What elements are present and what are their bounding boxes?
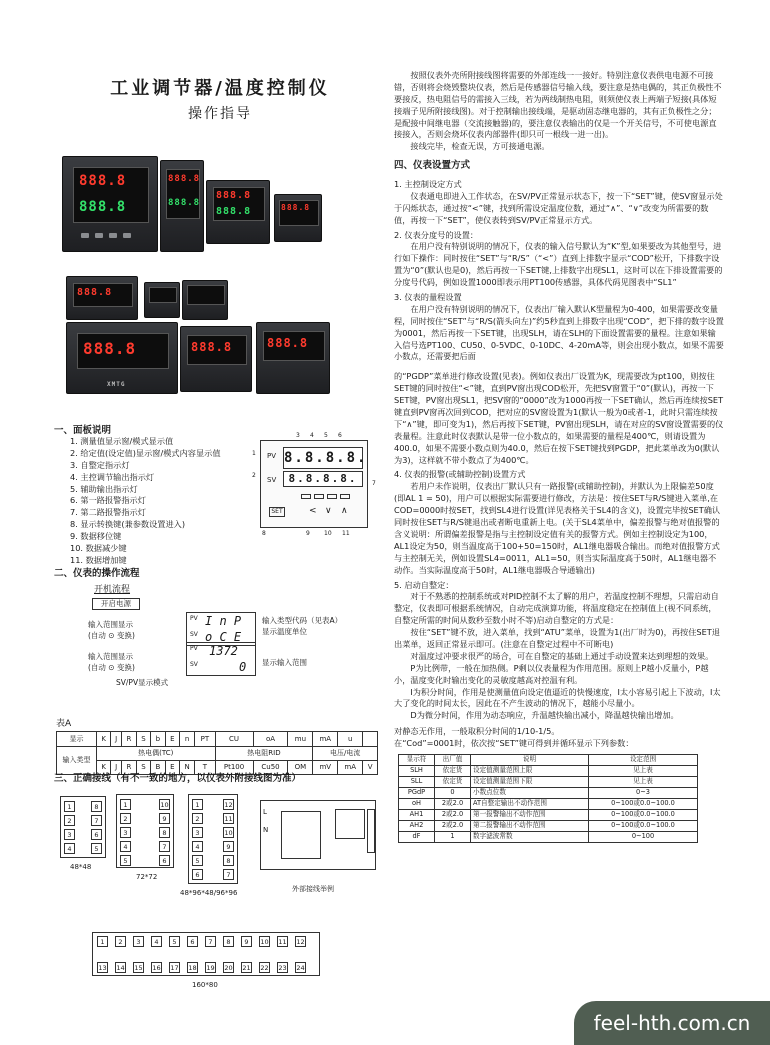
table-cell: 0~3	[589, 787, 698, 798]
table-row	[399, 820, 698, 831]
table-cell: mu	[288, 732, 313, 747]
table-cell: J	[111, 761, 122, 775]
table-cell: B	[151, 761, 166, 775]
table-cell: E	[165, 761, 179, 775]
table-cell: 0~100	[589, 831, 698, 842]
terminal: 2	[115, 936, 126, 947]
table-cell: b	[151, 732, 166, 747]
pv-display-diagram: 8.8.8.8.	[283, 447, 363, 469]
wiring-caption: 外部接线举例	[292, 885, 334, 893]
table-cell: n	[179, 732, 194, 747]
list-item: 8. 显示转换键(兼参数设置进入)	[70, 519, 186, 530]
paragraph: 在用户没有特别说明的情况下，仪表出厂输入默认K型量程为0-400，如果需要改变量程，同时按住“SET”与“R/S(箭头向左)”约5秒直到上排数字出现“COD”，把下排的数字设置为0001，然后再按一下SET键，出现SLH，请在SLH的下面设置需要的量程。注意如果输入信号选PT100、CU50、0-5VDC、0-10DC、4-20mA等，则会出现小数点，如果不需要小数点，还需要把后面	[394, 303, 724, 362]
terminal: 19	[206, 964, 215, 972]
paragraph: D为微分时间，作用为动态响应，升温越快输出减小，降温越快输出增加。	[410, 710, 679, 721]
controller-photo-large: 888.8 XMTG	[66, 322, 178, 394]
table-header: 出厂值	[435, 754, 471, 765]
paragraph: 对于不熟悉的控制系统或对PID控制不太了解的用户，若温度控制不理想，只需启动自整定，仪表即可根据系统情况，自动完成演算功能，将温度稳定在控制值上(视不同系统，自整定所需的时间从数秒至数小时不等)启动自整定的方式是：	[394, 591, 719, 626]
document-title: 工业调节器/温度控制仪	[110, 78, 330, 99]
section-panel-heading: 一、面板说明	[54, 425, 112, 436]
sv-display-photo: 888.8	[216, 206, 252, 217]
table-cell: 2或2.0	[435, 798, 471, 809]
terminal: 9	[241, 936, 252, 947]
panel-description-list	[70, 436, 260, 567]
controller-photo-large: 888.8	[256, 322, 330, 394]
table-cell: 设定值测量范围下限	[471, 776, 589, 787]
terminal: 20	[224, 964, 233, 972]
flow-step1-note: 输入类型代码（见表A） 显示温度单位	[262, 616, 343, 636]
sv-display-diagram: 8.8.8.8.	[283, 471, 363, 487]
terminal: 7	[205, 936, 216, 947]
table-cell: 见上表	[589, 776, 698, 787]
table-row	[399, 787, 698, 798]
table-cell: 第一报警输出不动作范围	[471, 809, 589, 820]
controller-photo-horizontal: 888.8	[66, 276, 138, 320]
table-group-header: 电压/电流	[313, 747, 378, 761]
indicator-lamps	[301, 491, 350, 503]
controller-photo-96x96	[62, 156, 158, 252]
panel-diagram	[260, 440, 368, 528]
controller-photo-large: 888.8	[180, 326, 252, 392]
terminal: 1	[97, 936, 108, 947]
terminal: 17	[170, 964, 179, 972]
wiring-caption: 48*96*48/96*96	[180, 889, 238, 897]
step2-pv-value: 1372	[209, 644, 238, 658]
table-cell: Cu50	[253, 761, 288, 775]
terminal: 21	[242, 964, 251, 972]
terminal: 11	[278, 938, 287, 946]
terminal: 16	[152, 964, 161, 972]
terminal: 22	[260, 964, 269, 972]
table-cell: 见上表	[589, 765, 698, 776]
table-cell: mV	[313, 761, 338, 775]
pv-display-photo: 888.8	[281, 203, 311, 212]
terminal: 8	[223, 936, 234, 947]
wiring-check-note: 接线完毕，检查无误，方可接通电源。	[410, 141, 550, 152]
shift-key: <	[309, 506, 317, 516]
table-a-title: 表A	[56, 719, 72, 729]
controller-photo-small	[144, 282, 180, 318]
table-cell: AH2	[399, 820, 435, 831]
paragraph: 在“Cod”=0001时，依次按“SET”键可得到并循环显示下列参数：	[394, 738, 634, 749]
list-item: 5. 辅助输出指示灯	[70, 483, 138, 494]
terminal: 24	[296, 964, 305, 972]
table-cell: 1	[435, 831, 471, 842]
table-cell: OM	[288, 761, 313, 775]
table-cell: S	[136, 732, 150, 747]
pv-display-photo: 888.8	[79, 173, 127, 189]
flow-step1-display: PV I n P SV o C E	[186, 612, 256, 646]
table-header: 设定范围	[589, 754, 698, 765]
sub-heading: 1. 主控制设定方式	[394, 179, 462, 189]
table-cell: 0~100或0.0~100.0	[589, 820, 698, 831]
table-a	[56, 731, 378, 775]
document-subtitle: 操作指导	[188, 106, 252, 122]
table-cell: V	[363, 761, 378, 775]
table-cell: R	[122, 761, 137, 775]
table-a-display-label: 显示	[57, 732, 97, 747]
table-cell: 小数点位数	[471, 787, 589, 798]
terminal: 13	[98, 964, 107, 972]
terminal: 12	[296, 938, 305, 946]
step1-sv-value: o C E	[205, 630, 242, 644]
controller-photo-48x48	[274, 194, 322, 242]
terminal: 14	[116, 964, 125, 972]
table-header: 说明	[471, 754, 589, 765]
step1-pv-value: I n P	[205, 614, 242, 628]
table-cell: 2或2.0	[435, 820, 471, 831]
paragraph: 在用户没有特别说明的情况下，仪表的输入信号默认为“K”型,如果要改为其他型号，进行如下操作：同时按住“SET”与“R/S”（“<”）直到上排数字显示“COD”松开，下排数字设置为“0”(默认也是0)，然后再按一下SET键,上排数字出现SL1，这时可以在下排设置需要的分度号代码，例如设置1000即表示用PT100传感器，具体代码见图表中“SL1”	[394, 241, 723, 288]
table-cell: 0~100或0.0~100.0	[589, 798, 698, 809]
flow-step1-label: 输入范围显示 (自动 ⊙ 变换)	[88, 620, 135, 640]
table-cell: 数字滤波常数	[471, 831, 589, 842]
pv-display-photo: 888.8	[216, 190, 252, 201]
table-cell: 0~100或0.0~100.0	[589, 809, 698, 820]
table-cell: oH	[399, 798, 435, 809]
table-row	[399, 776, 698, 787]
paragraph: P为比例带，一般在加热侧。P剩以仪表量程为作用范围。原则上P越小反量小，P越小，温度变化时输出变化的灵敏度越高对控温有利。	[394, 662, 709, 685]
table-cell: K	[97, 761, 111, 775]
sv-display-photo: 888.8	[168, 198, 201, 208]
terminal: 15	[134, 964, 143, 972]
table-group-header: 热电偶(TC)	[97, 747, 216, 761]
table-row	[399, 765, 698, 776]
table-cell: dF	[399, 831, 435, 842]
table-cell: S	[136, 761, 150, 775]
flow-step2-note: 显示输入范围	[262, 658, 307, 667]
list-item: 9. 数据移位键	[70, 531, 122, 542]
list-item: 6. 第一路报警指示灯	[70, 495, 146, 506]
parameter-table	[398, 754, 698, 843]
table-cell: N	[179, 761, 194, 775]
terminal: 10	[260, 938, 269, 946]
wiring-diagram-48x48: 1 2 3 4 8 7 6 5	[60, 796, 106, 858]
site-watermark: feel-hth.com.cn	[574, 1001, 770, 1045]
table-cell: J	[111, 732, 122, 747]
sub-heading: 4. 仪表的报警(或辅助控制)设置方式	[394, 469, 526, 480]
list-item: 10. 数据减少键	[70, 543, 127, 554]
wiring-diagram-48x96: 1 2 3 4 5 6 12 11 10 9 8 7	[188, 794, 238, 884]
sub-heading: 5. 启动自整定：	[394, 579, 454, 590]
controller-photo-72x72	[206, 180, 270, 244]
list-item: 1. 测量值显示窗/模式显示值	[70, 436, 174, 446]
table-cell: T	[195, 761, 215, 775]
table-row	[399, 798, 698, 809]
table-cell: SLH	[399, 765, 435, 776]
terminal: 3	[133, 936, 144, 947]
flow-step2-display: PV 1372 SV 0	[186, 642, 256, 676]
wiring-diagram-160x80	[92, 932, 320, 976]
table-cell: 设定值测量范围上限	[471, 765, 589, 776]
up-key: ∧	[341, 506, 348, 516]
table-cell: R	[122, 732, 137, 747]
paragraph: I为积分时间，作用是使测量值向设定值逼近的快慢速度，I太小容易引起上下波动，I太大了变化的时间太长，因此在不产生波动的情况下，越能小尽量小。	[394, 686, 721, 709]
section-operation-heading: 二、仪表的操作流程	[54, 568, 140, 579]
right-column	[394, 70, 724, 843]
list-item: 11. 数据增加键	[70, 554, 127, 565]
sv-label: SV	[267, 476, 277, 484]
table-cell: mA	[338, 761, 363, 775]
table-row	[399, 831, 698, 842]
controller-photo-48x96	[160, 160, 204, 252]
list-item: 7. 第二路报警指示灯	[70, 507, 146, 518]
display-mode-caption: SV/PV显示模式	[116, 678, 169, 687]
terminal: 23	[278, 964, 287, 972]
terminal: 6	[187, 936, 198, 947]
table-header: 显示符	[399, 754, 435, 765]
step2-sv-value: 0	[239, 660, 247, 674]
wiring-caption: 160*80	[192, 981, 218, 989]
table-cell: u	[338, 732, 363, 747]
terminal: 4	[151, 936, 162, 947]
table-cell: 依定货	[435, 765, 471, 776]
section-settings-heading: 四、仪表设置方式	[394, 160, 471, 172]
table-cell: CU	[215, 732, 253, 747]
paragraph: 按住“SET”键不放，进入菜单，找到“ATU”菜单，设置为1(出厂时为0)，再按住SET退出菜单，返回正常显示即可。(注意在自整定过程中不可断电)	[394, 627, 720, 649]
table-cell: 2或2.0	[435, 809, 471, 820]
list-item: 2. 给定值(设定值)显示窗/模式内容显示值	[70, 447, 221, 458]
sub-heading: 3. 仪表的量程设置	[394, 292, 462, 303]
paragraph: 的“PGDP”菜单进行修改设置(见表)。例如仪表出厂设置为K，现需要改为pt100，则按住SET键的同时按住“<”键，直到PV窗出现COD松开，先把SV窗置于“0”(默认)，再按一下SET键，PV窗出现SL1，把SV窗的“0000”改为1000再按一下SET确认，然后再连续按SET键直到PV窗再次回到COD，把对应的SV窗设置为1(默认一般为0或者-1，此时只需连续按下“∧”键，即可变为1)，然后再按下SET键，PV窗出现SLH，请在对应的SV窗设置需要的仪表量程。注意此时仪表默认是带一位小数点的，如果需要的量程是400℃，则请设置为400.0，如果不需要小数点则为40.0，然后在按下SET键找到PGDP，把此菜单改为0(默认为3)，这样就不带小数点了为400℃。	[394, 371, 724, 465]
table-a-type-label: 输入类型	[57, 747, 97, 775]
pv-label: PV	[267, 452, 277, 460]
power-on-box: 开启电源	[92, 598, 140, 610]
controller-photo-small	[182, 280, 228, 320]
wiring-instructions: 按照仪表外壳所附接线图将需要的外部连线一一接好。特别注意仪表供电电源不可接错，否则将会烧毁整块仪表，然后是传感器信号输入线，要注意是热电偶的，其正负极性不要接反，热电阻信号的需接入三线，若为两线制热电阻，则须使仪表上两端子短接(具体短接端子见所附接线图)。对于控制输出接线端，是驱动固态继电器的，其有正负极性之分；是配接中间继电器（交流接触器)的，要注意仪表输出的仅是一个开关信号，不可使电源直接接入，否则会烧坏仪表内部器件(即只可一根线一进一出)。	[394, 70, 722, 140]
sub-heading: 2. 仪表分度号的设置：	[394, 229, 479, 240]
paragraph: 若用户未作说明，仪表出厂默认只有一路报警(或辅助控制)，并默认为上限偏差50度(即AL 1 = 50)，用户可以根据实际需要进行修改，方法是：按住SET与R/S键进入菜单,在COD=0000时按SET，找到SL4进行设置(详见表格关于SL4的含义)，设置完毕按SET确认同时按住SET与R/S键退出或者断电重新上电。(关于SL4菜单中，偏差报警与绝对值报警的含义说明：所谓偏差报警是指与主控制设定值有关的报警方式。例如主控制设定为100，AL1设定为50，则当温度高于100+50=150时，AL1继电器吸合输出。而绝对值报警方式与主控制无关，例如设置SL4=0011，AL1=50，则当实际温度高于50时，AL1继电器不动作。当实际温度高于50时，AL1继电器吸合导通输出)	[394, 481, 721, 575]
table-cell: PGdP	[399, 787, 435, 798]
sv-display-photo: 888.8	[79, 199, 127, 215]
table-cell: 0	[435, 787, 471, 798]
table-cell: E	[165, 732, 179, 747]
table-cell: K	[97, 732, 111, 747]
flow-step2-label: 输入范围显示 (自动 ⊙ 变换)	[88, 652, 135, 672]
pv-display-photo: 888.8	[168, 174, 201, 184]
table-cell: AT自整定输出不动作范围	[471, 798, 589, 809]
wiring-caption: 48*48	[70, 863, 92, 871]
section-wiring-heading: 三、正确接线（有不一致的地方，以仪表外附接线图为准）	[54, 773, 302, 784]
table-group-header: 热电阻RID	[215, 747, 313, 761]
table-cell: 第二报警输出不动作范围	[471, 820, 589, 831]
paragraph: 对静态无作用，一般取积分时间的1/10-1/5。	[394, 726, 560, 737]
table-cell: mA	[313, 732, 338, 747]
table-cell: oA	[253, 732, 288, 747]
list-item: 3. 自整定指示灯	[70, 459, 130, 470]
terminal: 18	[188, 964, 197, 972]
wiring-caption: 72*72	[136, 873, 158, 881]
wiring-diagram-external: L N	[260, 800, 376, 870]
list-item: 4. 主控调节输出指示灯	[70, 471, 155, 482]
flow-title: 开机流程	[94, 585, 131, 595]
paragraph: 仪表通电即进入工作状态，在SV/PV正常显示状态下，按一下“SET”键，使SV窗显示处于闪烁状态，通过按“<”键，找到所需设定温度位数，通过“∧”、“∨”改变为所需要的数值，再按一下“SET”，使仪表转到SV/PV正常显示方式。	[394, 190, 723, 225]
table-cell: PT	[195, 732, 215, 747]
table-cell: AH1	[399, 809, 435, 820]
table-row	[399, 809, 698, 820]
set-key: SET	[269, 507, 285, 517]
down-key: ∨	[325, 506, 332, 516]
table-cell: 依定货	[435, 776, 471, 787]
terminal: 5	[169, 936, 180, 947]
table-cell: SLL	[399, 776, 435, 787]
wiring-diagram-72x72: 1 2 3 4 5 10 9 8 7 6	[116, 794, 174, 868]
table-cell: Pt100	[215, 761, 253, 775]
paragraph: 对温度过冲要求很严的场合，可在自整定的基础上通过手动设置来达到理想的效果。	[410, 650, 714, 661]
